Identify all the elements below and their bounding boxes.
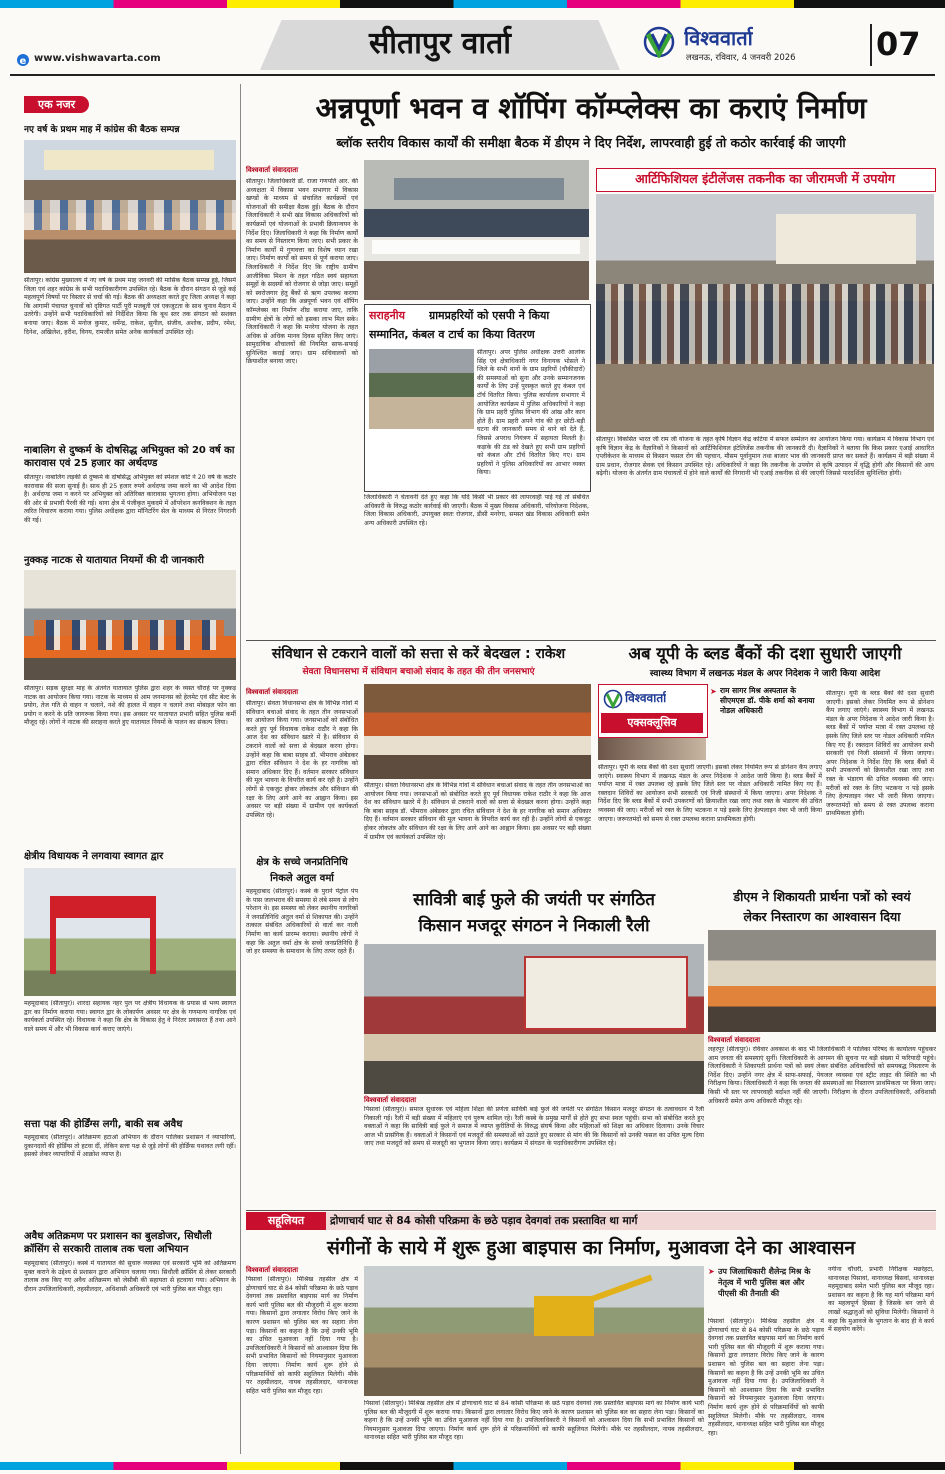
- samvidhan-headline: संविधान से टकराने वालों को सत्ता से करें बेदखल : राकेश: [271, 646, 566, 662]
- sidebar-body-6: महमूदाबाद (सीतापुर)। कस्बे में यातायात की सुचारु व्यवस्था एवं सरकारी भूमि को अतिक्रमण मुक्त कराने के उद्देश्य से प्रशासन द्वारा अभियान चलाया गया। सिधौली क्रॉसिंग से लेकर सरकारी तालाब तक किए गए अवैध अतिक्रमण को जेसीबी की सहायता से हटवाया गया। अभियान के दौरान उपजिलाधिकारी, तहसीलदार, अधिशासी अधिकारी एवं भारी पुलिस बल मौजूद रहा।: [24, 1260, 236, 1293]
- sidebar-body-5: महमूदाबाद (सीतापुर)। अतिक्रमण हटाओ अभियान के दौरान पालिका प्रशासन ने व्यापारियों, दुकानदारों की होर्डिंग्स तो हटवा दीं, लेकिन सत्ता पक्ष से जुड़े लोगों की होर्डिंग्स यथावत लगी रहीं। इसको लेकर व्यापारियों में आक्रोश व्याप्त है।: [24, 1134, 236, 1159]
- sidebar-headline-6: अवैध अतिक्रमण पर प्रशासन का बुलडोजर, सिधौली क्रॉसिंग से सरकारी तालाब तक चला अभियान: [24, 1231, 212, 1255]
- bypass-body-2: पिसावां (सीतापुर)। मिश्रिख तहसील क्षेत्र में द्रोणाचार्य घाट से 84 कोसी परिक्रमा के छठे पड़ाव देवगवां तक प्रस्तावित बाइपास मार्ग का निर्माण कार्य भारी पुलिस बल की मौजूदगी में शुरू कराया गया। किसानों द्वारा लगातार विरोध किए जाने के कारण प्रशासन को पुलिस बल का सहारा लेना पड़ा। किसानों का कहना है कि उन्हें उनकी भूमि का उचित मुआवजा नहीं दिया गया है। उपजिलाधिकारी ने किसानों को आश्वासन दिया कि सभी प्रभावित किसानों को नियमानुसार मुआवजा दिया जाएगा। निर्माण कार्य शुरू होने से परिक्रमार्थियों को काफी सहूलियत मिलेगी। मौके पर तहसीलदार, नायब तहसीलदार, थानाध्यक्ष सहित भारी पुलिस बल मौजूद रहा।: [364, 1400, 704, 1442]
- lead-body-mid: जिलाधिकारी ने चेतावनी देते हुए कहा कि यदि किसी भी प्रकार की लापरवाही पाई गई तो संबंधित अधिकारी के विरुद्ध कठोर कार्रवाई की जाएगी। बैठक में मुख्य विकास अधिकारी, परियोजना निदेशक, जिला विकास अधिकारी, उपायुक्त स्वतः रोजगार, डीसी मनरेगा, समस्त खंड विकास अधिकारी समेत अन्य अधिकारी उपस्थित रहे।: [364, 494, 589, 527]
- inset-headline-2: सम्मानित, कंबल व टार्च का किया वितरण: [369, 328, 535, 341]
- bypass-photo: [364, 1266, 704, 1396]
- lead-body-left: सीतापुर। जिलाधिकारी डॉ. राजा गणपति आर. की अध्यक्षता में विकास भवन सभागार में विकास खण्डों के माध्यम से संचालित कार्यक्रमों एवं योजनाओं की समीक्षा बैठक हुई। बैठक के दौरान जिलाधिकारी ने सभी खंड विकास अधिकारियों को कार्यक्रमों एवं योजनाओं के प्रभावी क्रियान्वयन के निर्देश दिए। जिलाधिकारी ने कहा कि निर्माण कार्यों का समय से निस्तारण किया जाए। सभी प्रकार के निर्माण कार्यों में गुणवत्ता का विशेष ध्यान रखा जाए। निर्माण कार्यों को समय से पूर्ण कराया जाए। जिलाधिकारी ने निर्देश दिए कि राष्ट्रीय ग्रामीण आजीविका मिशन के तहत गठित स्वयं सहायता समूहों के सदस्यों को रोजगार से जोड़ा जाए। समूहों को स्वरोजगार हेतु बैंकों से ऋण उपलब्ध कराया जाए। उन्होंने कहा कि अन्नपूर्णा भवन एवं शॉपिंग कॉम्प्लेक्स का निर्माण शीघ्र कराया जाए, ताकि ग्रामीण क्षेत्रों के लोगों को इसका लाभ मिल सके। जिलाधिकारी ने कहा कि मनरेगा योजना के तहत अधिक से अधिक मानव दिवस सृजित किए जाएं। सामुदायिक शौचालयों की नियमित साफ-सफाई सुनिश्चित कराई जाए। ग्राम सचिवालयों को क्रियाशील बनाया जाए।: [246, 178, 358, 366]
- savitri-photo: [364, 944, 704, 1094]
- bypass-body: पिसावां (सीतापुर)। मिश्रिख तहसील क्षेत्र में द्रोणाचार्य घाट से 84 कोसी परिक्रमा के छठे पड़ाव देवगवां तक प्रस्तावित बाइपास मार्ग का निर्माण कार्य भारी पुलिस बल की मौजूदगी में शुरू कराया गया। किसानों द्वारा लगातार विरोध किए जाने के कारण प्रशासन को पुलिस बल का सहारा लेना पड़ा। किसानों का कहना है कि उन्हें उनकी भूमि का उचित मुआवजा नहीं दिया गया है। उपजिलाधिकारी ने किसानों को आश्वासन दिया कि सभी प्रभावित किसानों को नियमानुसार मुआवजा दिया जाएगा। निर्माण कार्य शुरू होने से परिक्रमार्थियों को काफी सहूलियत मिलेगी। मौके पर तहसीलदार, नायब तहसीलदार, थानाध्यक्ष सहित भारी पुलिस बल मौजूद रहा।: [246, 1276, 358, 1395]
- dm-headline-1: डीएम ने शिकायती प्रार्थना पत्रों को स्वयं: [733, 889, 911, 904]
- sidebar-photo-3: [24, 868, 236, 996]
- samvidhan-photo: [364, 684, 591, 779]
- section-title: सीतापुर वार्ता: [369, 26, 511, 61]
- bloodbank-pointer-icon: ➤: [710, 687, 717, 696]
- dm-byline: विश्ववार्ता संवाददाता: [708, 1036, 761, 1044]
- ai-photo: [596, 194, 934, 432]
- dm-photo: [708, 930, 936, 1032]
- page-number: 07: [876, 25, 921, 63]
- samvidhan-subhead: सेवता विधानसभा में संविधान बचाओ संवाद के तहत की तीन जनसभाएं: [302, 667, 535, 677]
- page-number-divider: [870, 24, 872, 66]
- exclusive-brand: विश्ववार्ता: [625, 691, 667, 705]
- bypass-top-rule: [246, 1210, 936, 1211]
- ai-headline: आर्टिफिशियल इंटीलेंजस तकनीक का जीरामजी में उपयोग: [635, 171, 895, 186]
- brand-name: विश्ववार्ता: [684, 26, 753, 50]
- bypass-byline: विश्ववार्ता संवाददाता: [246, 1266, 299, 1274]
- sidebar-photo-2: [24, 570, 236, 680]
- sidebar-body-3: सीतापुर। सड़क सुरक्षा माह के अंतर्गत यातायात पुलिस द्वारा शहर के व्यस्त चौराहे पर नुक्कड़ नाटक का आयोजन किया गया। नाटक के माध्यम से आम जनमानस को हेलमेट एवं सीट बेल्ट के प्रयोग, तेज गति से वाहन न चलाने, नशे की हालत में वाहन न चलाने तथा मोबाइल फोन का प्रयोग न करने के प्रति जागरूक किया गया। इस अवसर पर यातायात प्रभारी सहित पुलिस कर्मी मौजूद रहे। लोगों ने नाटक की सराहना करते हुए यातायात नियमों के पालन का संकल्प लिया।: [24, 685, 236, 727]
- bypass-body-mid: पिसावां (सीतापुर)। मिश्रिख तहसील क्षेत्र में द्रोणाचार्य घाट से 84 कोसी परिक्रमा के छठे पड़ाव देवगवां तक प्रस्तावित बाइपास मार्ग का निर्माण कार्य भारी पुलिस बल की मौजूदगी में शुरू कराया गया। किसानों द्वारा लगातार विरोध किए जाने के कारण प्रशासन को पुलिस बल का सहारा लेना पड़ा। किसानों का कहना है कि उन्हें उनकी भूमि का उचित मुआवजा नहीं दिया गया है। उपजिलाधिकारी ने किसानों को आश्वासन दिया कि सभी प्रभावित किसानों को नियमानुसार मुआवजा दिया जाएगा। निर्माण कार्य शुरू होने से परिक्रमार्थियों को काफी सहूलियत मिलेगी। मौके पर तहसीलदार, नायब तहसीलदार, थानाध्यक्ष सहित भारी पुलिस बल मौजूद रहा।: [708, 1318, 824, 1437]
- bottom-color-bar: [0, 1462, 945, 1470]
- brand-logo: [638, 26, 680, 58]
- bloodbank-headline: अब यूपी के ब्लड बैंकों की दशा सुधारी जाएगी: [628, 644, 902, 663]
- sidebar-photo-1: [24, 140, 236, 273]
- sidebar-body-1: सीतापुर। कांग्रेस मुख्यालय में नए वर्ष के प्रथम माह जनवरी की मासिक बैठक सम्पन्न हुई, जिसमें जिला एवं शहर कांग्रेस के सभी पदाधिकारीगण उपस्थित रहे। बैठक के दौरान संगठन से जुड़े कई महत्वपूर्ण विषयों पर विस्तार से चर्चा की गई। बैठक की अध्यक्षता करते हुए जिला अध्यक्ष ने कहा कि आगामी पंचायत चुनावों को दृष्टिगत पार्टी पूरी मजबूती एवं एकजुटता के साथ चुनाव मैदान में उतरेगी। उन्होंने सभी पदाधिकारियों को निर्देशित किया कि बूथ स्तर तक संगठन को सशक्त बनाया जाए। बैठक में मनोज कुमार, धर्मेन्द्र, राकेश, सुनील, संजीव, अशोक, प्रदीप, रमेश, दिनेश, अखिलेश, हरीश, विनय, रामजीत समेत अनेक कार्यकर्ता उपस्थित रहे।: [24, 277, 236, 336]
- top-color-bar: [0, 0, 945, 8]
- sidebar-headline-3: नुक्कड़ नाटक से यातायात नियमों की दी जानकारी: [24, 555, 204, 566]
- ie-icon: [16, 52, 30, 66]
- sidebar-label: एक नजर: [24, 96, 89, 113]
- bloodbank-photo: [598, 738, 706, 760]
- bloodbank-body-right: सीतापुर। यूपी के ब्लड बैंकों की दशा सुधारी जाएगी। इसको लेकर नियमित रूप से डोनेशन कैंप लगाए जाएंगे। स्वास्थ्य विभाग में लखनऊ मंडल के अपर निदेशक ने आदेश जारी किया है। ब्लड बैंकों में पर्याप्त मात्रा में रक्त उपलब्ध रहे इसके लिए जिले स्तर पर नोडल अधिकारी नामित किए गए हैं। रक्तदान शिविरों का आयोजन सभी सरकारी एवं निजी संस्थानों में किया जाएगा। अपर निदेशक ने निर्देश दिए कि ब्लड बैंकों में सभी उपकरणों को क्रियाशील रखा जाए तथा रक्त के भंडारण की उचित व्यवस्था की जाए। मरीजों को रक्त के लिए भटकना न पड़े इसके लिए हेल्पलाइन नंबर भी जारी किया जाएगा। जरूरतमंदों को समय से रक्त उपलब्ध कराना प्राथमिकता होगी।: [826, 690, 934, 818]
- sidebar-headline-2: नाबालिग से दुष्कर्म के दोषसिद्ध अभियुक्त को 20 वर्ष का कारावास एवं 25 हजार का अर्थदण्ड: [24, 445, 235, 469]
- sidebar-headline-4: क्षेत्रीय विधायक ने लगवाया स्वागत द्वार: [24, 851, 164, 862]
- bypass-headline: संगीनों के साये में शुरू हुआ बाइपास का निर्माण, मुआवजा देने का आश्वासन: [327, 1237, 855, 1259]
- sidebar-body-4: महमूदाबाद (सीतापुर)। शारदा सहायक नहर पुल पर क्षेत्रीय विधायक के प्रयास से भव्य स्वागत द्वार का निर्माण कराया गया। स्वागत द्वार के लोकार्पण अवसर पर क्षेत्र के गणमान्य नागरिक एवं कार्यकर्ता उपस्थित रहे। विधायक ने कहा कि क्षेत्र के विकास हेतु वे निरंतर प्रयासरत हैं तथा आने वाले समय में और भी विकास कार्य कराए जाएंगे।: [24, 1000, 236, 1033]
- samvidhan-body-2: सीतापुर। सेवता विधानसभा क्षेत्र के विभिन्न गांवों में संविधान बचाओ संवाद के तहत तीन जनसभाओं का आयोजन किया गया। जनसभाओं को संबोधित करते हुए पूर्व विधायक राकेश राठौर ने कहा कि आज देश का संविधान खतरे में है। संविधान से टकराने वालों को सत्ता से बेदखल करना होगा। उन्होंने कहा कि बाबा साहब डॉ. भीमराव अंबेडकर द्वारा रचित संविधान ने देश के हर नागरिक को समान अधिकार दिए हैं। वर्तमान सरकार संविधान की मूल भावना के विपरीत कार्य कर रही है। उन्होंने लोगों से एकजुट होकर लोकतंत्र और संविधान की रक्षा के लिए आगे आने का आह्वान किया। इस अवसर पर बड़ी संख्या में ग्रामीण एवं कार्यकर्ता उपस्थित रहे।: [364, 782, 591, 841]
- dateline: लखनऊ, रविवार, 4 जनवरी 2026: [686, 53, 796, 63]
- lead-byline: विश्ववार्ता संवाददाता: [246, 166, 299, 174]
- sidebar: [14, 84, 236, 1454]
- bypass-kicker-text: द्रोणाचार्य घाट से 84 कोसी परिक्रमा के छठे पड़ाव देवगवां तक प्रस्तावित था मार्ग: [330, 1215, 638, 1227]
- dm-body: लहरपुर (सीतापुर)। रविवार अवकाश के बाद भी जिलाधिकारी ने पालिका परिषद के कार्यालय पहुंचकर आम जनता की समस्याएं सुनीं। जिलाधिकारी के आगमन की सूचना पर बड़ी संख्या में फरियादी पहुंचे। जिलाधिकारी ने शिकायती प्रार्थना पत्रों को स्वयं लेकर संबंधित अधिकारियों को समयबद्ध निस्तारण के निर्देश दिए। उन्होंने नगर क्षेत्र में साफ-सफाई, पेयजल व्यवस्था एवं स्ट्रीट लाइट की स्थिति का भी निरीक्षण किया। जिलाधिकारी ने कहा कि जनता की समस्याओं का निस्तारण प्राथमिकता पर किया जाए। किसी भी स्तर पर लापरवाही बर्दाश्त नहीं की जाएगी। निरीक्षण के दौरान उपजिलाधिकारी, अधिशासी अधिकारी समेत अन्य अधिकारी मौजूद रहे।: [708, 1046, 936, 1105]
- bypass-body-right: नगीना चौधरी, प्रभारी निरीक्षक मछरेहटा, थानाध्यक्ष पिसावां, थानाध्यक्ष बिसवां, थानाध्यक्ष महमूदाबाद समेत भारी पुलिस बल मौजूद रहा। प्रशासन का कहना है कि यह मार्ग परिक्रमा मार्ग का महत्वपूर्ण हिस्सा है जिसके बन जाने से लाखों श्रद्धालुओं को सुविधा मिलेगी। किसानों ने कहा कि मुआवजे के भुगतान के बाद ही वे कार्य में सहयोग करेंगे।: [828, 1266, 934, 1334]
- savitri-headline-1: सावित्री बाई फुले की जयंती पर संगठित: [413, 890, 655, 910]
- samvidhan-byline: विश्ववार्ता संवाददाता: [246, 688, 299, 696]
- sidebar-headline-1: नए वर्ष के प्रथम माह में कांग्रेस की बैठक सम्पन्न: [24, 125, 180, 135]
- lead-subhead: ब्लॉक स्तरीय विकास कार्यों की समीक्षा बैठक में डीएम ने दिए निर्देश, लापरवाही हुई तो कठोर कार्रवाई की जाएगी: [336, 135, 846, 150]
- exclusive-badge: [598, 684, 708, 738]
- sidebar-divider: [240, 84, 241, 1454]
- dm-headline-2: लेकर निस्तारण का आश्वासन दिया: [743, 909, 901, 924]
- samvidhan-body: सीतापुर। सेवता विधानसभा क्षेत्र के विभिन्न गांवों में संविधान बचाओ संवाद के तहत तीन जनसभाओं का आयोजन किया गया। जनसभाओं को संबोधित करते हुए पूर्व विधायक राकेश राठौर ने कहा कि आज देश का संविधान खतरे में है। संविधान से टकराने वालों को सत्ता से बेदखल करना होगा। उन्होंने कहा कि बाबा साहब डॉ. भीमराव अंबेडकर द्वारा रचित संविधान ने देश के हर नागरिक को समान अधिकार दिए हैं। वर्तमान सरकार संविधान की मूल भावना के विपरीत कार्य कर रही है। उन्होंने लोगों से एकजुट होकर लोकतंत्र और संविधान की रक्षा के लिए आगे आने का आह्वान किया। इस अवसर पर बड़ी संख्या में ग्रामीण एवं कार्यकर्ता उपस्थित रहे।: [246, 700, 358, 819]
- bypass-pointer-icon: ➤: [708, 1267, 715, 1276]
- exclusive-label: एक्सक्लूसिव: [601, 713, 703, 733]
- samvidhan-subbody: महमूदाबाद (सीतापुर)। कस्बे के पुराने पेट्रोल पंप के पास जलभराव की समस्या से लंबे समय से लोग परेशान थे। इस समस्या को लेकर स्थानीय नागरिकों ने जनप्रतिनिधि अतुल वर्मा से शिकायत की। उन्होंने तत्काल संबंधित अधिकारियों से वार्ता कर नाली निर्माण का कार्य प्रारम्भ कराया। स्थानीय लोगों ने कहा कि अतुल वर्मा क्षेत्र के सच्चे जनप्रतिनिधि हैं जो हर समस्या के समाधान के लिए तत्पर रहते हैं।: [246, 888, 358, 956]
- exclusive-logo-icon: [603, 689, 623, 709]
- bypass-kicker: सहूलियत: [246, 1212, 326, 1230]
- lead-bottom-rule: [246, 640, 936, 641]
- masthead-rule: [10, 74, 935, 76]
- svg-text:e: e: [19, 56, 27, 67]
- bypass-pointer: उप जिलाधिकारी शैलेन्द्र मिश्र के नेतृत्व में भारी पुलिस बल और पीएसी की तैनाती की: [718, 1267, 811, 1298]
- bloodbank-subhead: स्वास्थ्य विभाग में लखनऊ मंडल के अपर निदेशक ने जारी किया आदेश: [649, 669, 881, 679]
- website-url[interactable]: www.vishwavarta.com: [34, 53, 161, 64]
- inset-tag: सराहनीय: [369, 309, 405, 322]
- lead-photo: [364, 160, 589, 300]
- bloodbank-body: सीतापुर। यूपी के ब्लड बैंकों की दशा सुधारी जाएगी। इसको लेकर नियमित रूप से डोनेशन कैंप लगाए जाएंगे। स्वास्थ्य विभाग में लखनऊ मंडल के अपर निदेशक ने आदेश जारी किया है। ब्लड बैंकों में पर्याप्त मात्रा में रक्त उपलब्ध रहे इसके लिए जिले स्तर पर नोडल अधिकारी नामित किए गए हैं। रक्तदान शिविरों का आयोजन सभी सरकारी एवं निजी संस्थानों में किया जाएगा। अपर निदेशक ने निर्देश दिए कि ब्लड बैंकों में सभी उपकरणों को क्रियाशील रखा जाए तथा रक्त के भंडारण की उचित व्यवस्था की जाए। मरीजों को रक्त के लिए भटकना न पड़े इसके लिए हेल्पलाइन नंबर भी जारी किया जाएगा। जरूरतमंदों को समय से रक्त उपलब्ध कराना प्राथमिकता होगी।: [598, 764, 822, 823]
- savitri-body: पिसावां (सीतापुर)। समाज सुधारक एवं महिला शिक्षा की प्रणेता सावित्री बाई फुले की जयंती पर संगठित किसान मजदूर संगठन के तत्वावधान में रैली निकाली गई। रैली में बड़ी संख्या में महिलाएं एवं पुरुष शामिल रहे। रैली कस्बे के प्रमुख मार्गों से होते हुए सभा स्थल पहुंची। सभा को संबोधित करते हुए वक्ताओं ने कहा कि सावित्री बाई फुले ने समाज में व्याप्त कुरीतियों के विरुद्ध संघर्ष किया और महिलाओं को शिक्षा का अधिकार दिलाया। उनके विचार आज भी प्रासंगिक हैं। वक्ताओं ने किसानों एवं मजदूरों की समस्याओं को उठाते हुए सरकार से मांग की कि किसानों को उनकी फसल का उचित मूल्य दिया जाए तथा मजदूरों को समय से मजदूरी का भुगतान किया जाए। कार्यक्रम में संगठन के पदाधिकारीगण उपस्थित रहे।: [364, 1106, 704, 1148]
- inset-body: सीतापुर। अपर पुलिस अधीक्षक उत्तरी आलोक सिंह एवं क्षेत्राधिकारी नगर विनायक भोसले ने जिले के सभी थानों के ग्राम प्रहरियों (चौकीदारों) की समस्याओं को सुना और उनके सम्मानजनक कार्यों के लिए उन्हें पुरस्कृत करते हुए कंबल एवं टॉर्च वितरित किया। पुलिस कार्यालय सभागार में आयोजित कार्यक्रम में पुलिस अधिकारियों ने कहा कि ग्राम प्रहरी पुलिस विभाग की आंख और कान होते हैं। ग्राम प्रहरी अपने गांव की हर छोटी-बड़ी घटना की जानकारी समय से थाने को देते हैं, जिससे अपराध नियंत्रण में सहायता मिलती है। कड़ाके की ठंड को देखते हुए सभी ग्राम प्रहरियों को कंबल और टॉर्च वितरित किए गए। ग्राम प्रहरियों ने पुलिस अधिकारियों का आभार व्यक्त किया।: [477, 349, 585, 477]
- samvidhan-subheadline-1: क्षेत्र के सच्चे जनप्रतिनिधि: [256, 857, 348, 868]
- sidebar-headline-5: सत्ता पक्ष की होर्डिंग्स लगी, बाकी सब अवैध: [24, 1119, 183, 1130]
- ai-caption: सीतापुर। विकसित भारत जी राम जी योजना के तहत कृषि विज्ञान केंद्र कटिया में सफल सम्मेलन का आयोजन किया गया। कार्यक्रम में विकास विभाग एवं कृषि विज्ञान केंद्र के वैज्ञानिकों ने किसानों को आर्टिफिशियल इंटेलिजेंस तकनीक की जानकारी दी। वैज्ञानिकों ने बताया कि किस प्रकार एआई आधारित एप्लीकेशन के माध्यम से किसान फसल रोग की पहचान, मौसम पूर्वानुमान तथा बाजार भाव की जानकारी प्राप्त कर सकते हैं। कार्यक्रम में बड़ी संख्या में ग्राम प्रधान, रोजगार सेवक एवं किसान उपस्थित रहे। अधिकारियों ने कहा कि तकनीक के उपयोग से कृषि उत्पादन में वृद्धि होगी और किसानों की आय बढ़ेगी। योजना के अंतर्गत ग्राम पंचायतों में होने वाले कार्यों की निगरानी भी एआई तकनीक से की जाएगी जिससे पारदर्शिता सुनिश्चित होगी।: [596, 436, 934, 478]
- samvidhan-subheadline-2: निकले अतुल वर्मा: [270, 873, 334, 884]
- lead-headline: अन्नपूर्णा भवन व शॉपिंग कॉम्प्लेक्स का कराएं निर्माण: [315, 91, 867, 125]
- bloodbank-pointer: राम सागर मिश्र अस्पताल के सीएमएस डॉ. पीके शर्मा को बनाया नोडल अधिकारी: [720, 686, 815, 715]
- inset-box: [364, 304, 591, 492]
- inset-headline-1: ग्रामप्रहरियों को एसपी ने किया: [429, 309, 550, 322]
- savitri-headline-2: किसान मजदूर संगठन ने निकाली रैली: [418, 916, 650, 936]
- savitri-byline: विश्ववार्ता संवाददाता: [364, 1096, 417, 1104]
- inset-photo: [369, 349, 474, 429]
- sidebar-body-2: सीतापुर। नाबालिग लड़की से दुष्कर्म के दोषसिद्ध अभियुक्त को स्पेशल कोर्ट ने 20 वर्ष के कठोर कारावास की सजा सुनाई है। साथ ही 25 हजार रुपये अर्थदण्ड जमा करने का भी आदेश दिया है। अर्थदण्ड जमा न करने पर अभियुक्त को अतिरिक्त कारावास भुगतना होगा। अभियोजन पक्ष की ओर से प्रभावी पैरवी की गई। थाना क्षेत्र में पंजीकृत मुकदमे में ऑपरेशन कनविक्शन के तहत त्वरित विचारण कराया गया। पुलिस अधीक्षक द्वारा मॉनिटरिंग सेल के माध्यम से निरंतर निगरानी की गई।: [24, 474, 236, 524]
